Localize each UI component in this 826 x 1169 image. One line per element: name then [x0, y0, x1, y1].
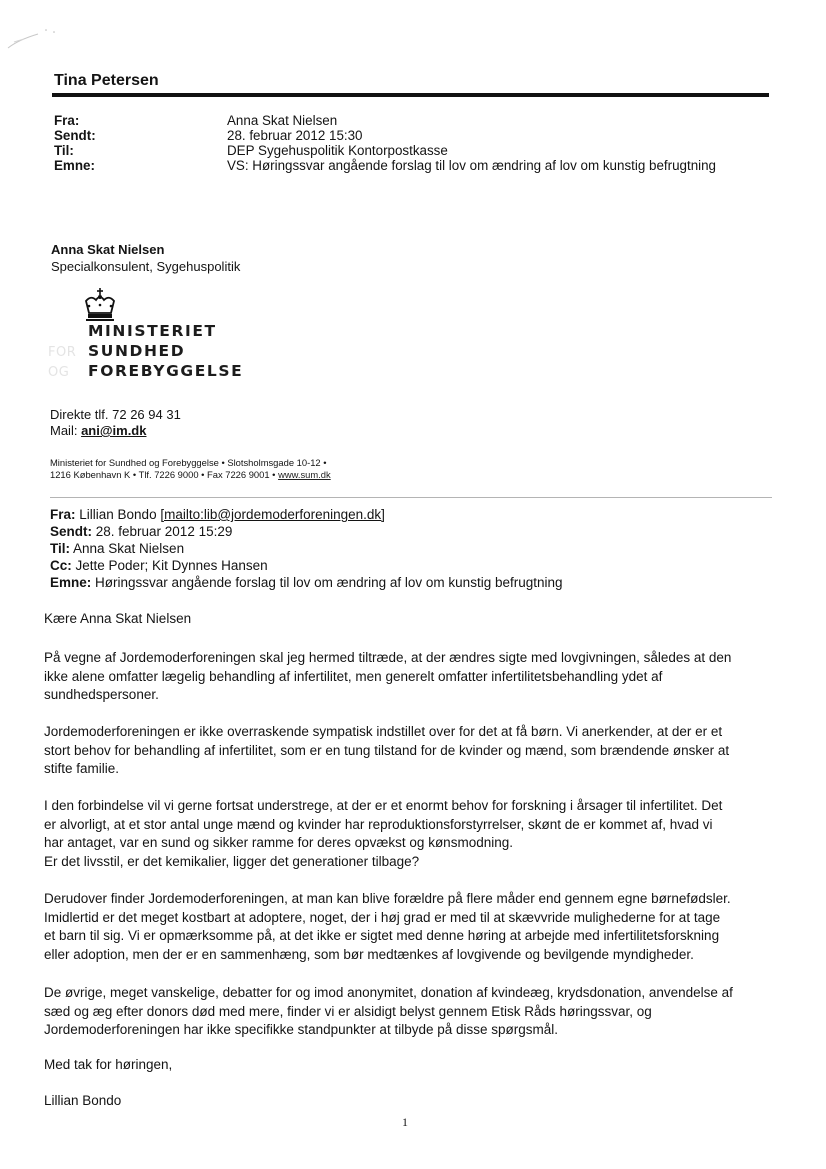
original-subject-row	[50, 574, 563, 591]
original-to-row	[50, 540, 184, 557]
paragraph-line: eller adoption, men der er en sammenhæng, som bør medtænkes af lovgivende og bevilgende myndigheder.	[44, 946, 694, 962]
paragraph-line: et barn til sig. Vi er opmærksomme på, at det ikke er sigtet med denne høring at arbejde med infertilitetsforskning	[44, 928, 720, 943]
logo-line-sundhed: FOR SUNDHED	[48, 342, 186, 360]
original-sent-value: 28. februar 2012 15:29	[92, 524, 233, 539]
website-link[interactable]: www.sum.dk	[278, 469, 331, 480]
paragraph-1	[44, 649, 784, 705]
signature-phone: Direkte tlf. 72 26 94 31	[50, 407, 181, 422]
header-subject-row	[54, 158, 774, 174]
paragraph-line: På vegne af Jordemoderforeningen skal jeg hermed tiltræde, at der ændres sigte med lovgivningen, således at den	[44, 650, 732, 665]
mailbox-owner-name: Tina Petersen	[54, 72, 159, 89]
paragraph-line: er alvorligt, at et stor antal unge mænd og kvinder har reproduktionsforstyrrelser, skønt de er kommet af, hvad vi	[44, 816, 713, 832]
paragraph-2	[44, 723, 784, 779]
address-line-2	[50, 469, 331, 481]
original-cc-label: Cc:	[50, 558, 72, 573]
paragraph-line: stort behov for behandling af infertilitet, som er en tung tilstand for de kvinder og mænd, som brændende ønsker at	[44, 742, 730, 758]
header-sent-value: 28. februar 2012 15:30	[227, 128, 363, 143]
header-from-row	[54, 113, 774, 129]
greeting: Kære Anna Skat Nielsen	[44, 611, 192, 626]
paragraph-line: har antaget, var en sund og sikker ramme for deres opvækst og kønsmodning.	[44, 835, 513, 850]
paragraph-line: Jordemoderforeningen er ikke overraskende sympatisk indstillet over for det at få børn. Vi anerkender, at der er et	[44, 724, 723, 739]
original-to-label: Til:	[50, 541, 70, 556]
header-to-value: DEP Sygehuspolitik Kontorpostkasse	[227, 143, 448, 158]
header-from-label: Fra:	[54, 113, 80, 128]
paragraph-line: stifte familie.	[44, 761, 120, 776]
paragraph-line: sæd og æg efter donors død med mere, finder vi er alsidigt belyst gennem Etisk Råds høringssvar, og	[44, 1003, 652, 1019]
paragraph-5	[44, 984, 784, 1040]
header-sent-label: Sendt:	[54, 128, 96, 143]
message-divider	[50, 497, 772, 498]
original-subject-label: Emne:	[50, 575, 92, 590]
header-subject-value: VS: Høringssvar angående forslag til lov om ændring af lov om kunstig befrugtning	[227, 158, 717, 173]
original-from-row	[50, 506, 385, 523]
original-cc-row	[50, 557, 268, 574]
original-sent-row	[50, 523, 232, 540]
paragraph-line: sundhedspersoner.	[44, 687, 159, 702]
signoff-name: Lillian Bondo	[44, 1093, 122, 1108]
original-from-value: Lillian Bondo	[75, 507, 161, 522]
logo-line-forebyggelse: OG FOREBYGGELSE	[48, 362, 244, 380]
paragraph-4	[44, 890, 784, 964]
paragraph-line: Jordemoderforeningen har ikke specifikke standpunkter at tilbyde på disse spørgsmål.	[44, 1022, 559, 1037]
paragraph-3	[44, 797, 784, 871]
page-number: 1	[402, 1115, 408, 1129]
paragraph-line: ikke alene omfatter lægelig behandling af infertilitet, men generelt omfatter infertilitetsbehandling ydet af	[44, 668, 663, 684]
paragraph-line: Imidlertid er det meget kostbart at adoptere, noget, der i høj grad er med til at skævvride mulighederne for at tage	[44, 909, 721, 925]
original-to-value: Anna Skat Nielsen	[70, 541, 185, 556]
signature-name: Anna Skat Nielsen	[51, 242, 165, 257]
header-divider	[52, 93, 769, 97]
address-phone-fax: 1216 København K • Tlf. 7226 9000 • Fax 7226 9001 •	[50, 469, 279, 480]
mail-label: Mail:	[50, 423, 82, 438]
header-from-value: Anna Skat Nielsen	[227, 113, 338, 128]
original-from-label: Fra:	[50, 507, 76, 522]
original-subject-value: Høringssvar angående forslag til lov om ændring af lov om kunstig befrugtning	[91, 575, 563, 590]
paragraph-line: Derudover finder Jordemoderforeningen, at man kan blive forældre på flere måder end gennem egne børnefødsler.	[44, 891, 731, 906]
paragraph-line: De øvrige, meget vanskelige, debatter for og imod anonymitet, donation af kvindeæg, krydsdonation, anvendelse af	[44, 985, 733, 1000]
mail-link[interactable]: ani@im.dk	[81, 423, 147, 438]
header-to-label: Til:	[54, 143, 74, 158]
original-from-mailto-link[interactable]: [mailto:lib@jordemoderforeningen.dk]	[160, 507, 385, 522]
header-subject-label: Emne:	[54, 158, 95, 173]
address-line-1: Ministeriet for Sundhed og Forebyggelse • Slotsholmsgade 10-12 •	[50, 457, 327, 468]
header-sent-row	[54, 128, 774, 144]
closing: Med tak for høringen,	[44, 1057, 173, 1072]
original-cc-value: Jette Poder; Kit Dynnes Hansen	[71, 558, 268, 573]
crown-icon	[80, 287, 120, 323]
original-sent-label: Sendt:	[50, 524, 92, 539]
paragraph-line: I den forbindelse vil vi gerne fortsat understrege, at der er et enormt behov for forskning i årsager til infertilitet. Det	[44, 798, 723, 813]
header-to-row	[54, 143, 774, 159]
signature-mail-row	[50, 423, 146, 439]
signature-title: Specialkonsulent, Sygehuspolitik	[51, 259, 241, 274]
paragraph-line: Er det livsstil, er det kemikalier, ligger det generationer tilbage?	[44, 853, 420, 869]
scan-mark	[4, 12, 64, 52]
logo-line-ministeriet: MINISTERIET	[88, 322, 217, 340]
